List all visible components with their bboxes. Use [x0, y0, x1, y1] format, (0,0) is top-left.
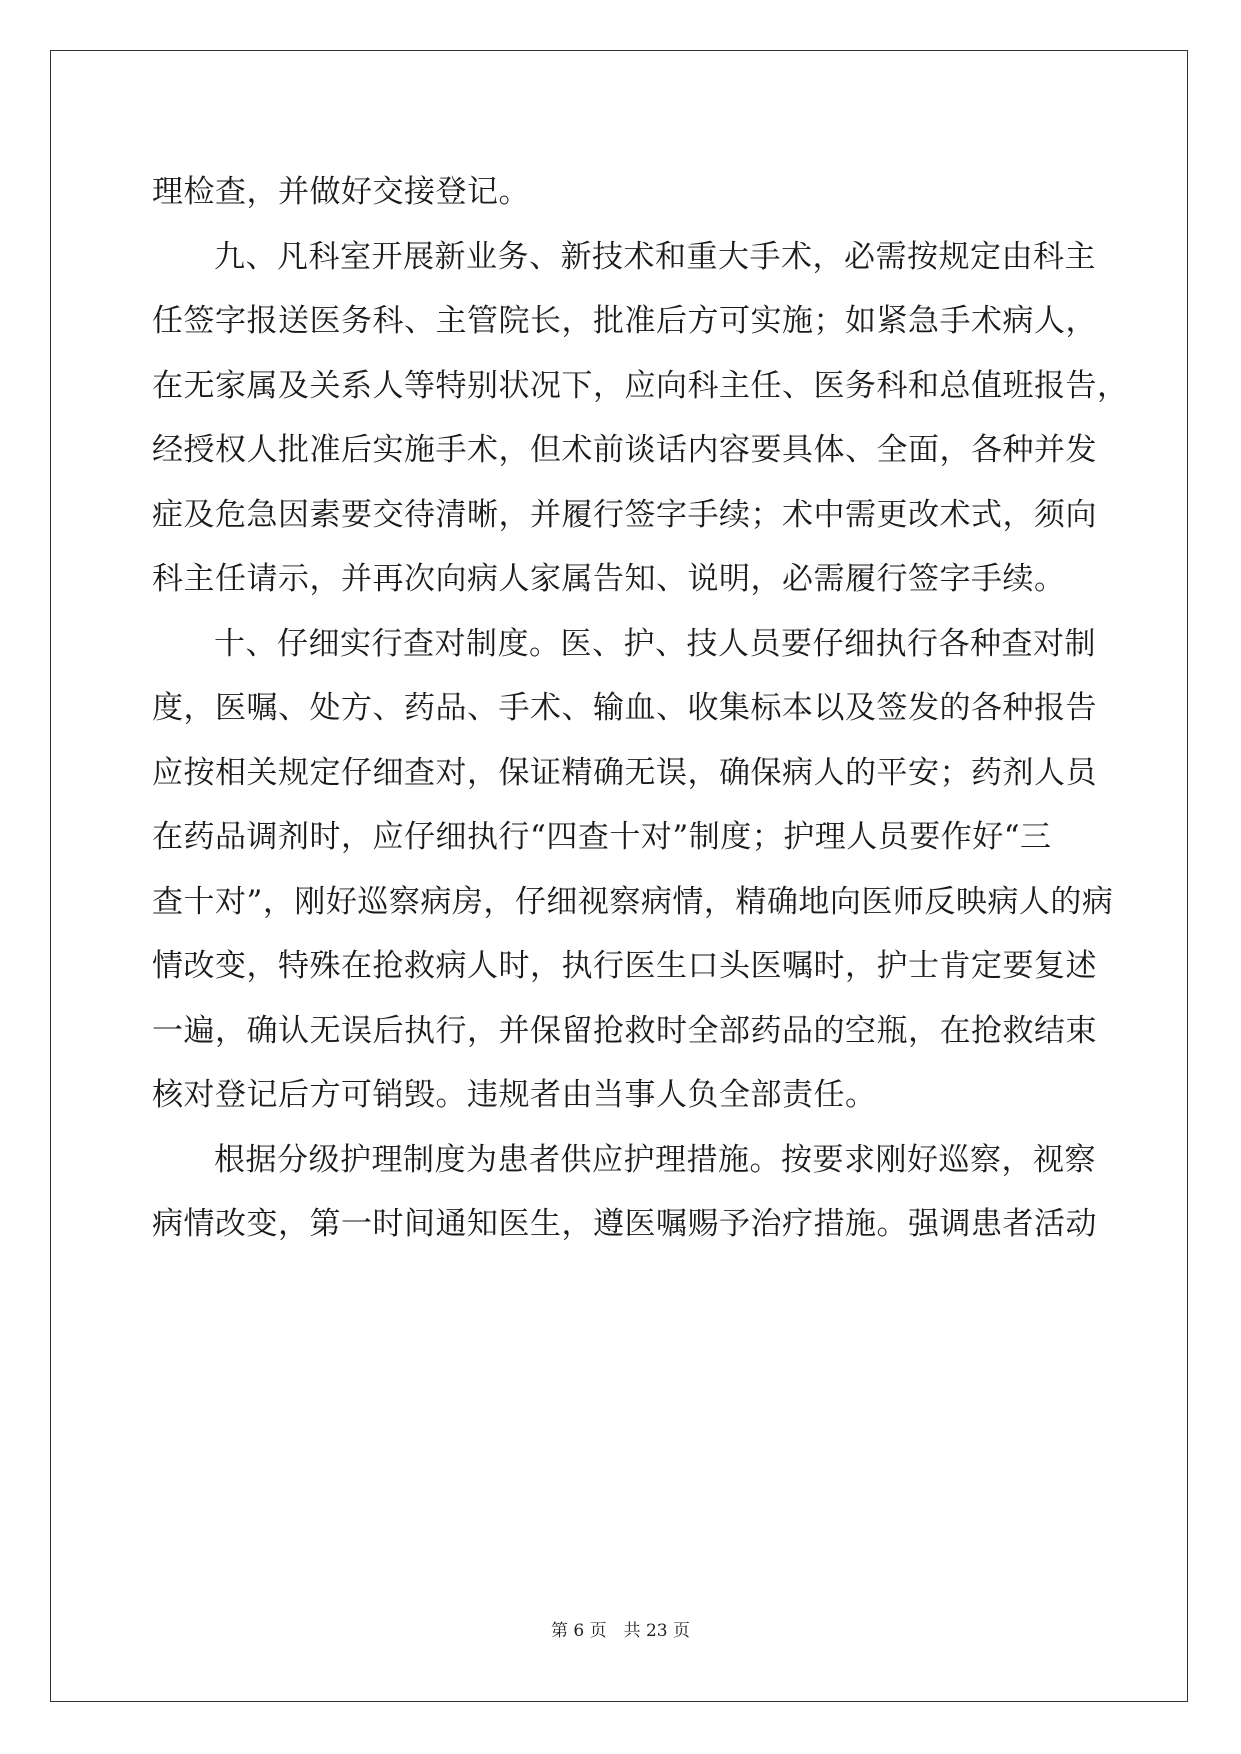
text-line: 度，医嘱、处方、药品、手术、输血、收集标本以及签发的各种报告 — [152, 690, 1097, 726]
text-line: 理检查，并做好交接登记。 — [152, 174, 530, 210]
paragraph-item-nine — [152, 225, 1129, 612]
page-number-footer: 第 6 页 共 23 页 — [550, 1621, 691, 1641]
paragraph-nursing — [152, 1128, 1097, 1257]
text-line: 应按相关规定仔细查对，保证精确无误，确保病人的平安；药剂人员 — [152, 754, 1097, 791]
text-line: 在无家属及关系人等特别状况下，应向科主任、医务科和总值班报告， — [152, 367, 1129, 404]
text-line: 根据分级护理制度为患者供应护理措施。按要求刚好巡察，视察 — [214, 1141, 1096, 1178]
text-line: 症及危急因素要交待清晰，并履行签字手续；术中需更改术式，须向 — [152, 496, 1097, 533]
text-line: 一遍，确认无误后执行，并保留抢救时全部药品的空瓶，在抢救结束 — [152, 1012, 1097, 1049]
text-line: 病情改变，第一时间通知医生，遵医嘱赐予治疗措施。强调患者活动 — [152, 1206, 1097, 1242]
paragraph-item-ten — [152, 612, 1114, 1128]
text-line: 经授权人批准后实施手术，但术前谈话内容要具体、全面，各种并发 — [152, 432, 1097, 468]
text-line: 十、仔细实行查对制度。医、护、技人员要仔细执行各种查对制 — [214, 625, 1096, 662]
text-line: 任签字报送医务科、主管院长，批准后方可实施；如紧急手术病人， — [152, 303, 1097, 339]
text-line: 九、凡科室开展新业务、新技术和重大手术，必需按规定由科主 — [214, 238, 1096, 275]
document-body — [152, 160, 1129, 1257]
text-line: 核对登记后方可销毁。违规者由当事人负全部责任。 — [152, 1077, 877, 1113]
text-line: 查十对”，刚好巡察病房，仔细视察病情，精确地向医师反映病人的病 — [152, 883, 1114, 920]
text-line: 情改变，特殊在抢救病人时，执行医生口头医嘱时，护士肯定要复述 — [152, 948, 1097, 984]
paragraph-continuation — [152, 160, 1092, 225]
text-line: 科主任请示，并再次向病人家属告知、说明，必需履行签字手续。 — [152, 561, 1066, 597]
text-line: 在药品调剂时，应仔细执行“四查十对”制度；护理人员要作好“三 — [152, 819, 1052, 855]
